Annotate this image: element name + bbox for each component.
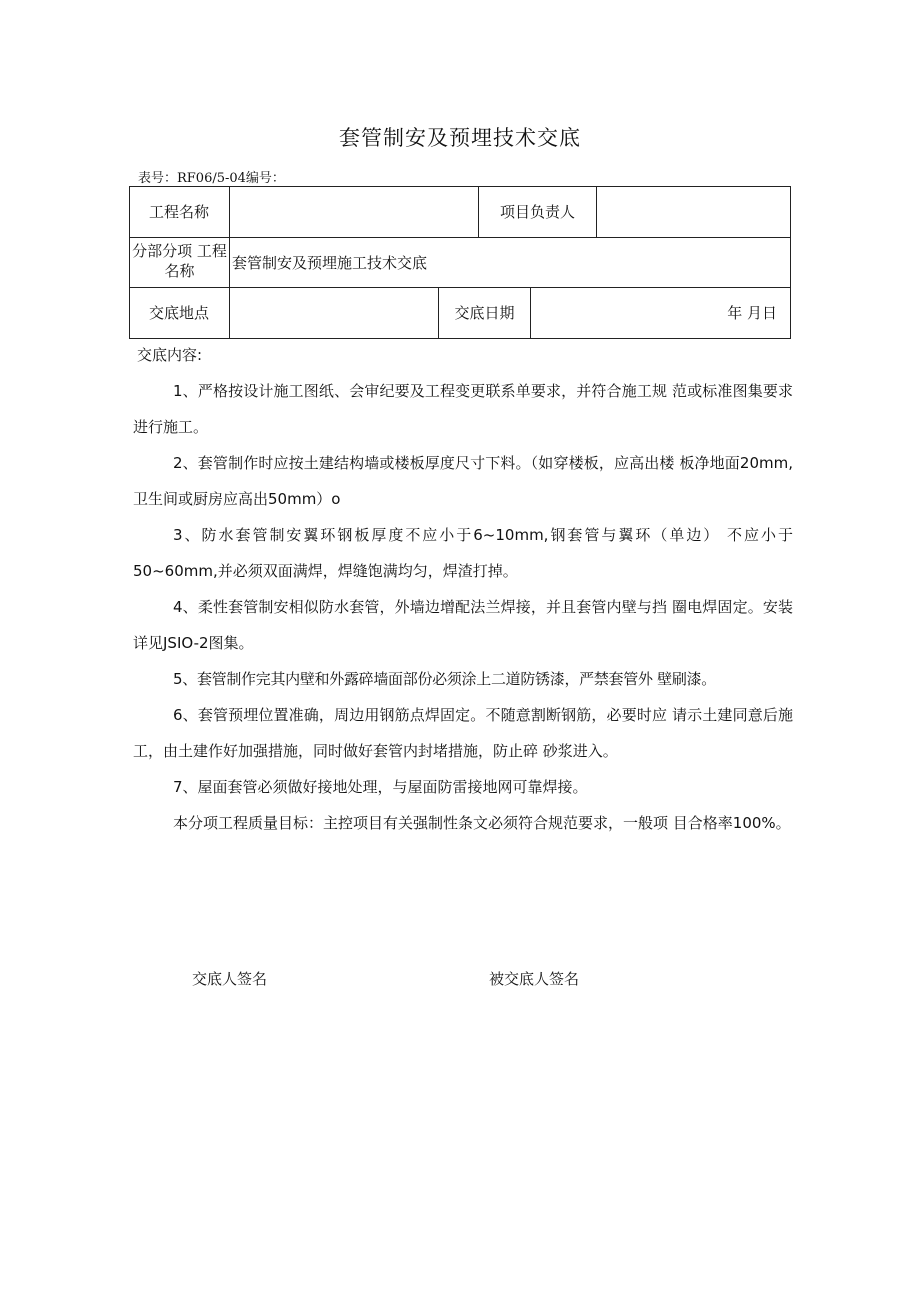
recipient-signature-label: 被交底人签名 [489,970,580,988]
content-item-1: 1、严格按设计施工图纸、会审纪要及工程变更联系单要求，并符合施工规 范或标准图集要求进行施工。 [133,382,793,436]
content-item-3: 3、防水套管制安翼环钢板厚度不应小于6~10mm,钢套管与翼环（单边） 不应小于50~60mm,并必须双面满焊，焊缝饱满均匀，焊渣打掉。 [133,526,793,580]
form-number: 表号：RF06/5-04编号： [138,171,285,186]
subproject-value[interactable]: 套管制安及预埋施工技术交底 [232,254,428,272]
project-leader-label: 项目负责人 [499,203,575,221]
content-item-2: 2、套管制作时应按土建结构墙或楼板厚度尺寸下料。（如穿楼板，应高出楼 板净地面20mm,卫生间或厨房应高出50mm）o [133,454,793,508]
content-item-5: 5、套管制作完其内壁和外露碎墙面部份必须涂上二道防锈漆，严禁套管外 壁刷漆。 [173,670,716,688]
location-label: 交底地点 [148,304,209,322]
quality-target: 本分项工程质量目标：主控项目有关强制性条文必须符合规范要求，一般项 目合格率100%。 [173,814,791,832]
date-value[interactable]: 年 月日 [727,304,777,322]
subproject-label: 分部分项 工程名称 [132,242,227,280]
content-heading: 交底内容: [137,346,203,364]
header-table [129,186,791,339]
date-label: 交底日期 [454,304,515,322]
discloser-signature-label: 交底人签名 [192,970,268,988]
content-item-7: 7、屋面套管必须做好接地处理，与屋面防雷接地网可靠焊接。 [173,778,588,796]
content-item-4: 4、柔性套管制安相似防水套管，外墙边增配法兰焊接，并且套管内壁与挡 圈电焊固定。安装详见JSIO-2图集。 [133,598,793,652]
project-name-label: 工程名称 [148,203,209,221]
document-title: 套管制安及预埋技术交底 [339,126,581,150]
content-item-6: 6、套管预埋位置准确，周边用钢筋点焊固定。不随意割断钢筋，必要时应 请示土建同意后施工，由土建作好加强措施，同时做好套管内封堵措施，防止碎 砂浆进入。 [133,706,793,760]
